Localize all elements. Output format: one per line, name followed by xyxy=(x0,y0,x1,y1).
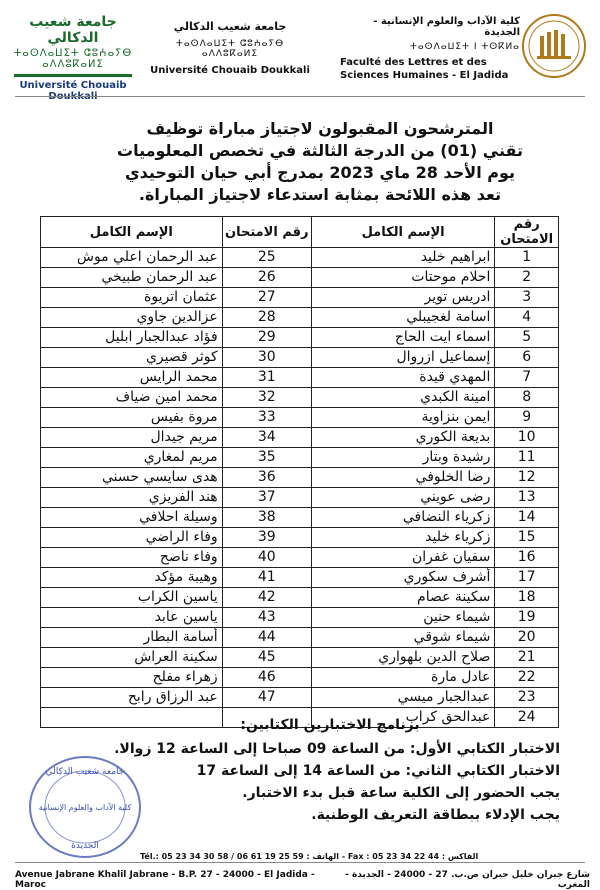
exam-number-cell: 24 xyxy=(495,708,559,728)
program-line-1: الاختبار الكتابي الأول: من الساعة 09 صباحا إلى الساعة 12 زوالا. xyxy=(114,741,560,757)
full-name-cell: رشيدة وبتار xyxy=(311,448,494,468)
full-name-cell: عبد الرزاق رابح xyxy=(41,688,223,708)
full-name-cell: فؤاد عبدالجبار ابليل xyxy=(41,328,223,348)
footer-address xyxy=(15,870,590,890)
university-name-tifinagh: ⵜⴰⵙⴷⴰⵡⵉⵜ ⵛⵓⵄⴰⵢⴱ ⴰⴷⴷⵓⴽⴰⵍⵉ xyxy=(13,48,133,70)
table-row xyxy=(41,428,559,448)
full-name-cell: عبد الرحمان اعلي موش xyxy=(41,248,223,268)
faculty-logo-icon xyxy=(520,12,588,80)
exam-number-cell: 46 xyxy=(222,668,311,688)
footer-address-ar: شارع جبران خليل جبران ص.ب. 27 - 24000 - الجديدة - المغرب xyxy=(345,870,590,890)
full-name-cell: محمد امين ضياف xyxy=(41,388,223,408)
table-row xyxy=(41,388,559,408)
full-name-cell: محمد الرايس xyxy=(41,368,223,388)
table-row xyxy=(41,628,559,648)
table-row xyxy=(41,368,559,388)
exam-number-cell: 39 xyxy=(222,528,311,548)
full-name-cell: وسيلة احلافي xyxy=(41,508,223,528)
table-row xyxy=(41,528,559,548)
table-row xyxy=(41,588,559,608)
full-name-cell: إسماعيل ازروال xyxy=(311,348,494,368)
full-name-cell: ابراهيم خليد xyxy=(311,248,494,268)
table-row xyxy=(41,668,559,688)
university-name-fr: Université Chouaib xyxy=(19,80,127,91)
table-row xyxy=(41,688,559,708)
faculty-name-fr-1: Faculté des Lettres et des xyxy=(340,57,487,68)
document-title xyxy=(60,118,580,206)
table-row xyxy=(41,288,559,308)
full-name-cell: كوثر قصيري xyxy=(41,348,223,368)
exam-number-cell: 12 xyxy=(495,468,559,488)
exam-number-cell: 27 xyxy=(222,288,311,308)
program-heading: برنامج الاختبارين الكتابين: xyxy=(240,717,420,733)
table-row xyxy=(41,408,559,428)
full-name-cell: اسامة لغجيبلي xyxy=(311,308,494,328)
exam-number-cell: 19 xyxy=(495,608,559,628)
table-row xyxy=(41,608,559,628)
university-logo-block xyxy=(8,14,138,102)
table-row xyxy=(41,568,559,588)
exam-number-cell: 35 xyxy=(222,448,311,468)
exam-number-cell: 4 xyxy=(495,308,559,328)
full-name-cell: وفاء الراضي xyxy=(41,528,223,548)
full-name-cell: ادريس توير xyxy=(311,288,494,308)
exam-number-cell: 41 xyxy=(222,568,311,588)
exam-number-cell: 31 xyxy=(222,368,311,388)
exam-number-cell: 29 xyxy=(222,328,311,348)
exam-number-cell: 40 xyxy=(222,548,311,568)
header-full-name-2: الإسم الكامل xyxy=(41,217,223,248)
university-name-ar: جامعة شعيب الدكالي xyxy=(29,14,117,46)
table-row xyxy=(41,548,559,568)
exam-number-cell: 36 xyxy=(222,468,311,488)
exam-number-cell: 22 xyxy=(495,668,559,688)
faculty-text-block xyxy=(340,16,520,82)
table-row xyxy=(41,648,559,668)
full-name-cell: امينة الكبدي xyxy=(311,388,494,408)
table-row xyxy=(41,348,559,368)
exam-number-cell: 43 xyxy=(222,608,311,628)
full-name-cell: رضا الخلوفي xyxy=(311,468,494,488)
exam-number-cell: 17 xyxy=(495,568,559,588)
full-name-cell: أسامة البطار xyxy=(41,628,223,648)
full-name-cell: رضى عويني xyxy=(311,488,494,508)
exam-number-cell: 16 xyxy=(495,548,559,568)
exam-number-cell: 32 xyxy=(222,388,311,408)
full-name-cell: ايمن بنزاوية xyxy=(311,408,494,428)
table-row xyxy=(41,448,559,468)
table-row xyxy=(41,488,559,508)
exam-number-cell: 11 xyxy=(495,448,559,468)
full-name-cell: مروة بفيس xyxy=(41,408,223,428)
table-row xyxy=(41,508,559,528)
exam-number-cell: 37 xyxy=(222,488,311,508)
full-name-cell: صلاح الدين بلهواري xyxy=(311,648,494,668)
faculty-name-tifinagh: ⵜⴰⵙⴷⴰⵡⵉⵜ ⵏ ⵜⵙⴽⵍⴰ xyxy=(409,42,520,52)
exam-number-cell: 42 xyxy=(222,588,311,608)
exam-number-cell: 47 xyxy=(222,688,311,708)
full-name-cell: أشرف سكوري xyxy=(311,568,494,588)
exam-number-cell: 33 xyxy=(222,408,311,428)
title-line-4: تعد هذه اللائحة بمثابة استدعاء لاجتياز المباراة. xyxy=(138,185,502,204)
full-name-cell: سفيان غفران xyxy=(311,548,494,568)
exam-number-cell: 21 xyxy=(495,648,559,668)
title-line-3: يوم الأحد 28 ماي 2023 بمدرج أبي حيان التوحيدي xyxy=(124,163,516,182)
footer-address-fr: Avenue Jabrane Khalil Jabrane - B.P. 27 - 24000 - El Jadida - Maroc xyxy=(15,870,315,890)
exam-number-cell: 45 xyxy=(222,648,311,668)
full-name-cell: ياسين الكراب xyxy=(41,588,223,608)
candidates-table xyxy=(40,216,559,728)
faculty-name-fr-2: Sciences Humaines - El Jadida xyxy=(340,70,509,81)
full-name-cell: وهيبة مؤكد xyxy=(41,568,223,588)
exam-number-cell: 13 xyxy=(495,488,559,508)
table-row xyxy=(41,248,559,268)
full-name-cell: هدى سايسي حسني xyxy=(41,468,223,488)
full-name-cell: احلام موحتات xyxy=(311,268,494,288)
full-name-cell: سكينة العراش xyxy=(41,648,223,668)
title-line-2: تقني (01) من الدرجة الثالثة في تخصص المعلوميات xyxy=(116,141,523,160)
full-name-cell: زكرياء خليد xyxy=(311,528,494,548)
exam-number-cell: 18 xyxy=(495,588,559,608)
exam-number-cell: 26 xyxy=(222,268,311,288)
full-name-cell: هند الفريزي xyxy=(41,488,223,508)
full-name-cell: زهراء مفلح xyxy=(41,668,223,688)
header-full-name-1: الإسم الكامل xyxy=(311,217,494,248)
program-line-4: يجب الإدلاء ببطاقة التعريف الوطنية. xyxy=(311,807,560,823)
footer-contact: Tél.: 05 23 34 30 58 / 06 61 19 25 59 : الهاتف - Fax : 05 23 34 22 44 : الفاكس xyxy=(140,852,479,861)
full-name-cell: بديعة الكوري xyxy=(311,428,494,448)
title-line-1: المترشحون المقبولون لاجتياز مباراة توظيف xyxy=(146,119,494,138)
exam-number-cell: 28 xyxy=(222,308,311,328)
exam-number-cell: 30 xyxy=(222,348,311,368)
full-name-cell: المهدي قيدة xyxy=(311,368,494,388)
exam-number-cell: 6 xyxy=(495,348,559,368)
university-name-tifinagh-mid: ⵜⴰⵙⴷⴰⵡⵉⵜ ⵛⵓⵄⴰⵢⴱ ⴰⴷⴷⵓⴽⴰⵍⵉ xyxy=(175,39,285,59)
full-name-cell: مريم جيدال xyxy=(41,428,223,448)
university-text-block xyxy=(150,20,310,76)
stamp-top-text: جامعة شعيب الدكالي xyxy=(45,767,125,777)
exam-number-cell: 25 xyxy=(222,248,311,268)
official-stamp xyxy=(26,752,144,862)
full-name-cell: زكرياء النضافي xyxy=(311,508,494,528)
header-rule xyxy=(15,96,585,97)
program-lines xyxy=(114,738,560,826)
full-name-cell: اسماء ايت الحاج xyxy=(311,328,494,348)
full-name-cell: وفاء ناصح xyxy=(41,548,223,568)
header-exam-number-2: رقم الامتحان xyxy=(222,217,311,248)
full-name-cell: عبدالحق كراب xyxy=(311,708,494,728)
stamp-bottom-text: الجديدة xyxy=(71,841,99,851)
program-line-2: الاختبار الكتابي الثاني: من الساعة 14 إلى الساعة 17 xyxy=(196,763,560,779)
exam-number-cell: 34 xyxy=(222,428,311,448)
exam-number-cell: 14 xyxy=(495,508,559,528)
exam-number-cell: 10 xyxy=(495,428,559,448)
university-name-ar-mid: جامعة شعيب الدكالي xyxy=(173,20,287,33)
table-row xyxy=(41,468,559,488)
faculty-name-ar: كلية الآداب والعلوم الإنسانية - الجديدة xyxy=(373,16,520,38)
program-line-3: يجب الحضور إلى الكلية ساعة قبل بدء الاختبار. xyxy=(242,785,560,801)
exam-number-cell: 1 xyxy=(495,248,559,268)
footer-rule xyxy=(15,862,585,863)
full-name-cell: عبد الرحمان طبيخي xyxy=(41,268,223,288)
exam-number-cell: 2 xyxy=(495,268,559,288)
full-name-cell: عادل مارة xyxy=(311,668,494,688)
exam-number-cell: 20 xyxy=(495,628,559,648)
full-name-cell: عثمان اتريوة xyxy=(41,288,223,308)
exam-number-cell: 23 xyxy=(495,688,559,708)
full-name-cell: ياسين عابد xyxy=(41,608,223,628)
full-name-cell: مريم لمغاري xyxy=(41,448,223,468)
full-name-cell: شيماء حنين xyxy=(311,608,494,628)
table-header-row xyxy=(41,217,559,248)
full-name-cell: عبدالجبار ميسي xyxy=(311,688,494,708)
exam-number-cell: 3 xyxy=(495,288,559,308)
full-name-cell: شيماء شوقي xyxy=(311,628,494,648)
exam-number-cell: 8 xyxy=(495,388,559,408)
table-row xyxy=(41,268,559,288)
university-name-fr-mid: Université Chouaib Doukkali xyxy=(150,65,310,76)
exam-number-cell: 9 xyxy=(495,408,559,428)
divider xyxy=(14,74,132,77)
stamp-center-text: كلية الآداب والعلوم الإنسانية xyxy=(38,803,132,812)
table-row xyxy=(41,308,559,328)
exam-number-cell: 38 xyxy=(222,508,311,528)
table-row xyxy=(41,328,559,348)
full-name-cell: سكينة عصام xyxy=(311,588,494,608)
exam-number-cell: 5 xyxy=(495,328,559,348)
exam-number-cell: 15 xyxy=(495,528,559,548)
full-name-cell: عزالدين جاوي xyxy=(41,308,223,328)
exam-number-cell: 44 xyxy=(222,628,311,648)
exam-number-cell: 7 xyxy=(495,368,559,388)
header-exam-number-1: رقم الامتحان xyxy=(495,217,559,248)
letterhead xyxy=(0,0,600,110)
